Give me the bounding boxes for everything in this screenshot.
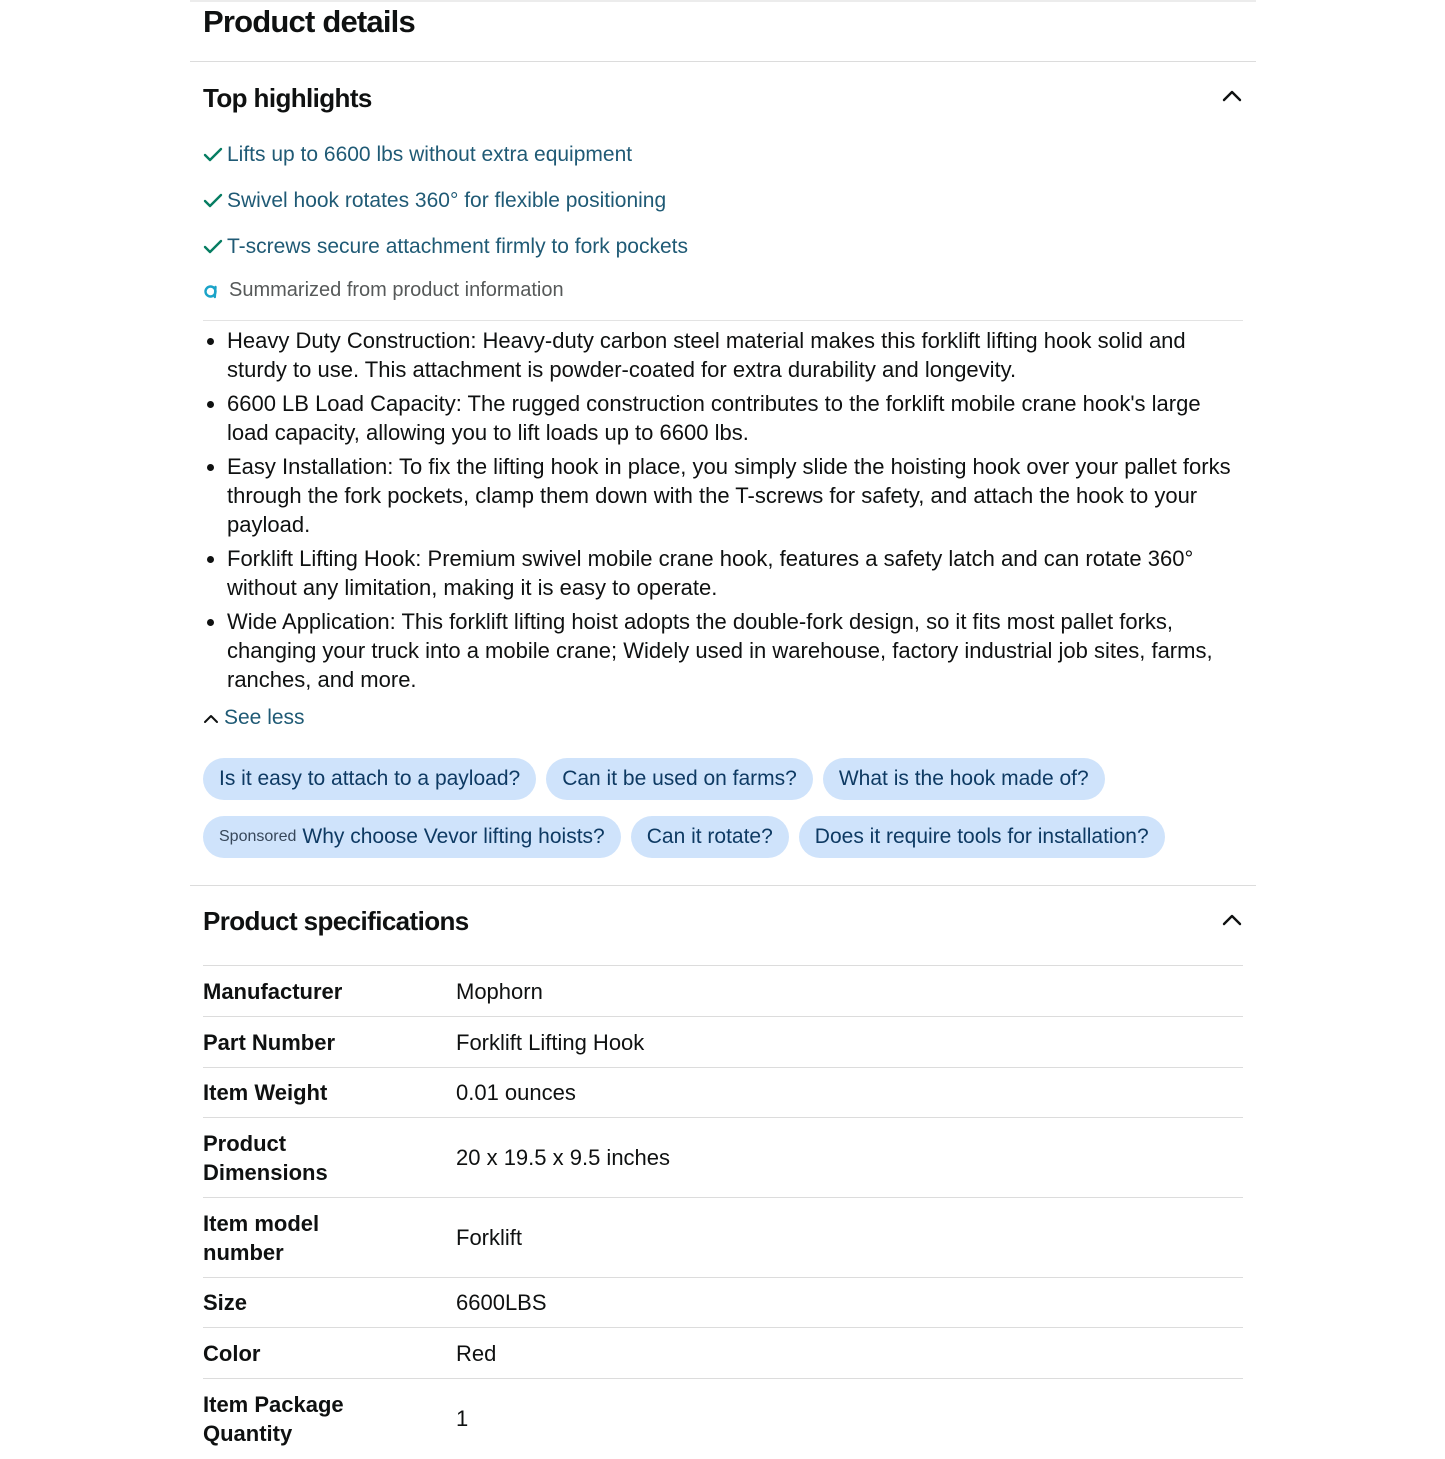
- see-less-link[interactable]: [203, 706, 305, 730]
- spec-value: 0.01 ounces: [456, 1080, 576, 1105]
- sponsored-question-text: Why choose Vevor lifting hoists?: [302, 825, 605, 848]
- chevron-up-icon: [203, 712, 219, 724]
- spec-key: Part Number: [203, 1029, 336, 1055]
- spec-value: Mophorn: [456, 978, 543, 1004]
- table-row: [203, 1328, 1243, 1379]
- feature-bullet: • Easy Installation: To fix the lifting hook in place, you simply slide the hoisting hook over your pallet forks through the fork pockets, clamp them down with the T-screws for safety, and attach the hook to your payload.: [227, 452, 1243, 539]
- table-row: [203, 1118, 1243, 1198]
- spec-value: Forklift Lifting Hook: [456, 1029, 645, 1055]
- summary-note: [203, 279, 564, 302]
- spec-key: Manufacturer: [203, 978, 343, 1004]
- highlight-item: [203, 143, 632, 167]
- feature-bullet: • Heavy Duty Construction: Heavy-duty carbon steel material makes this forklift lifting hook solid and sturdy to use. This attachment is powder-coated for extra durability and longevity.: [227, 326, 1243, 384]
- spec-key: Product Dimensions: [203, 1130, 328, 1185]
- highlight-item: [203, 235, 688, 259]
- highlight-text: T-screws secure attachment firmly to fork pockets: [227, 235, 688, 258]
- checkmark-icon: [203, 238, 223, 256]
- divider: [203, 320, 1243, 321]
- page-title: Product details: [203, 4, 415, 39]
- feature-bullet-list: [203, 326, 1243, 699]
- specs-table: [203, 965, 1243, 1459]
- section-divider: [190, 885, 1256, 886]
- question-chip[interactable]: Can it be used on farms?: [546, 758, 813, 800]
- question-chip[interactable]: What is the hook made of?: [823, 758, 1105, 800]
- checkmark-icon: [203, 146, 223, 164]
- question-chip[interactable]: Does it require tools for installation?: [799, 816, 1165, 858]
- checkmark-icon: [203, 192, 223, 210]
- spec-key: Item Package Quantity: [203, 1391, 344, 1446]
- highlights-heading: Top highlights: [203, 83, 372, 113]
- chevron-up-icon[interactable]: [1221, 86, 1243, 104]
- summary-note-text: Summarized from product information: [229, 279, 564, 301]
- ai-summary-icon: [203, 283, 219, 299]
- feature-bullet: • Forklift Lifting Hook: Premium swivel mobile crane hook, features a safety latch and can rotate 360° without any limitation, making it is easy to operate.: [227, 544, 1243, 602]
- sponsored-question-chip[interactable]: [203, 816, 621, 858]
- spec-value: Forklift: [456, 1225, 522, 1250]
- top-divider: [190, 0, 1256, 2]
- spec-value: 20 x 19.5 x 9.5 inches: [456, 1145, 671, 1170]
- table-row: [203, 1379, 1243, 1459]
- sponsored-label: Sponsored: [219, 828, 297, 845]
- chevron-up-icon[interactable]: [1221, 910, 1243, 928]
- spec-value: Red: [456, 1340, 497, 1366]
- table-row: [203, 1068, 1243, 1118]
- question-chips-row: [203, 758, 1253, 800]
- feature-bullet: • 6600 LB Load Capacity: The rugged construction contributes to the forklift mobile crane hook's large load capacity, allowing you to lift loads up to 6600 lbs.: [227, 389, 1243, 447]
- see-less-label: See less: [224, 706, 305, 729]
- table-row: [203, 1278, 1243, 1328]
- feature-bullet: • Wide Application: This forklift lifting hoist adopts the double-fork design, so it fits most pallet forks, changing your truck into a mobile crane; Widely used in warehouse, factory industrial job sites, farms, ranches, and more.: [227, 607, 1243, 694]
- section-divider: [190, 61, 1256, 62]
- spec-key: Item model number: [203, 1210, 320, 1265]
- question-chip[interactable]: Is it easy to attach to a payload?: [203, 758, 536, 800]
- table-row: [203, 966, 1243, 1017]
- highlight-text: Swivel hook rotates 360° for flexible positioning: [227, 189, 667, 212]
- table-row: [203, 1198, 1243, 1278]
- spec-key: Item Weight: [203, 1080, 328, 1105]
- highlight-text: Lifts up to 6600 lbs without extra equipment: [227, 143, 633, 166]
- spec-key: Size: [203, 1290, 248, 1315]
- question-chips-row: [203, 816, 1253, 858]
- specs-heading: Product specifications: [203, 906, 469, 936]
- question-chip[interactable]: Can it rotate?: [631, 816, 789, 858]
- spec-value: 1: [456, 1406, 469, 1432]
- spec-value: 6600LBS: [456, 1290, 547, 1315]
- table-row: [203, 1017, 1243, 1068]
- spec-key: Color: [203, 1340, 261, 1366]
- highlight-item: [203, 189, 666, 213]
